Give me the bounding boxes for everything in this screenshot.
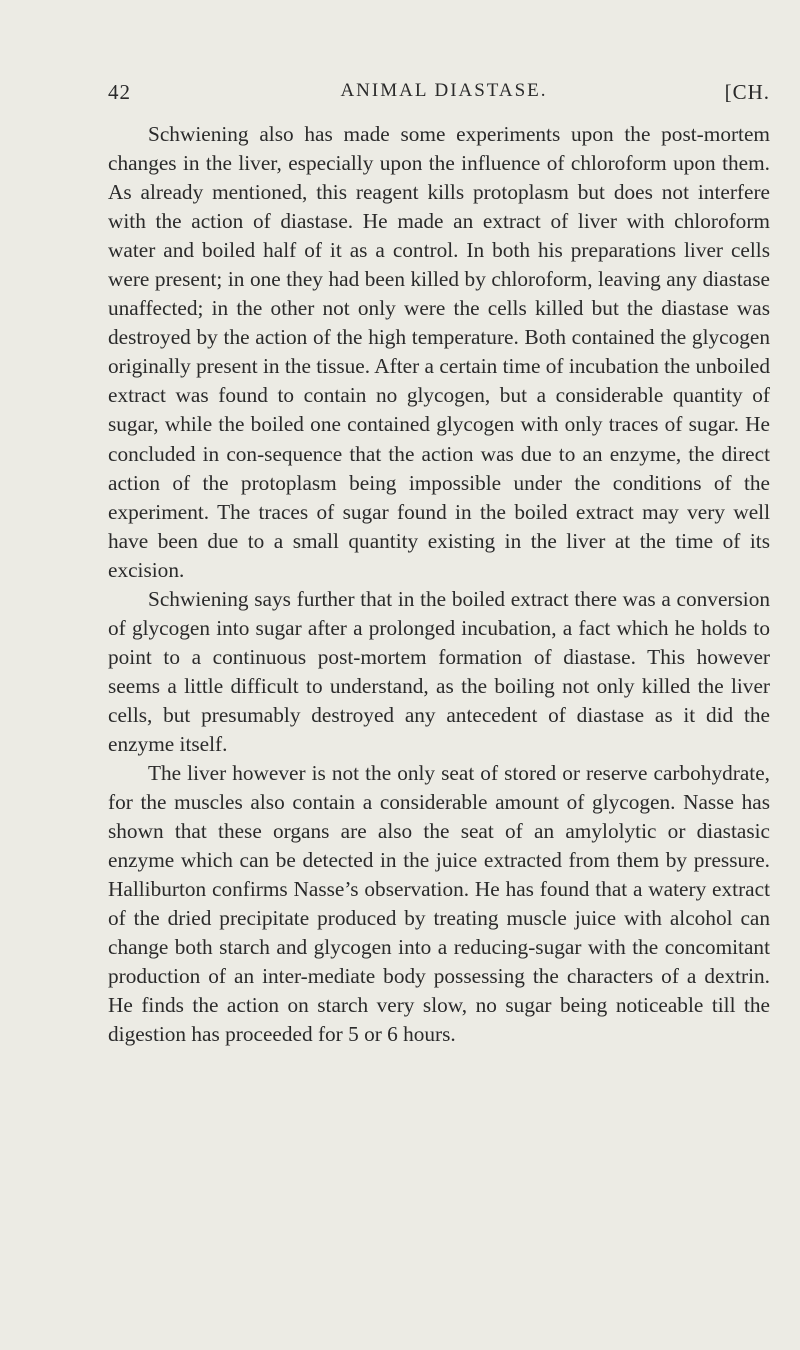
paragraph: Schwiening also has made some experiments upon the post-mortem changes in the liver, especially upon the influence of chloroform upon them. As already mentioned, this reagent kills protoplasm but does not interfere with the action of diastase. He made an extract of liver with chloroform water and boiled half of it as a control. In both his preparations liver cells were present; in one they had been killed by chloroform, leaving any diastase unaffected; in the other not only were the cells killed but the diastase was destroyed by the action of the high temperature. Both contained the glycogen originally present in the tissue. After a certain time of incubation the unboiled extract was found to contain no glycogen, but a considerable quantity of sugar, while the boiled one contained glycogen with only traces of sugar. He concluded in con-sequence that the action was due to an enzyme, the direct action of the protoplasm being impossible under the conditions of the experiment. The traces of sugar found in the boiled extract may very well have been due to a small quantity existing in the liver at the time of its excision. [108,122,770,582]
running-head [108,80,770,110]
running-title: ANIMAL DIASTASE. [340,80,548,101]
chapter-mark: [CH. [724,80,770,104]
page-number: 42 [108,80,131,104]
body-text [108,120,770,1050]
paragraph: The liver however is not the only seat of stored or reserve carbohydrate, for the muscles also contain a considerable amount of glycogen. Nasse has shown that these organs are also the seat of an amylolytic or diastasic enzyme which can be detected in the juice extracted from them by pressure. Halliburton confirms Nasse’s observation. He has found that a watery extract of the dried precipitate produced by treating muscle juice with alcohol can change both starch and glycogen into a reducing-sugar with the concomitant production of an inter-mediate body possessing the characters of a dextrin. He finds the action on starch very slow, no sugar being noticeable till the digestion has proceeded for 5 or 6 hours. [108,761,770,1047]
paragraph: Schwiening says further that in the boiled extract there was a conversion of glycogen into sugar after a prolonged incubation, a fact which he holds to point to a continuous post-mortem formation of diastase. This however seems a little difficult to understand, as the boiling not only killed the liver cells, but presumably destroyed any antecedent of diastase as it did the enzyme itself. [108,586,770,756]
